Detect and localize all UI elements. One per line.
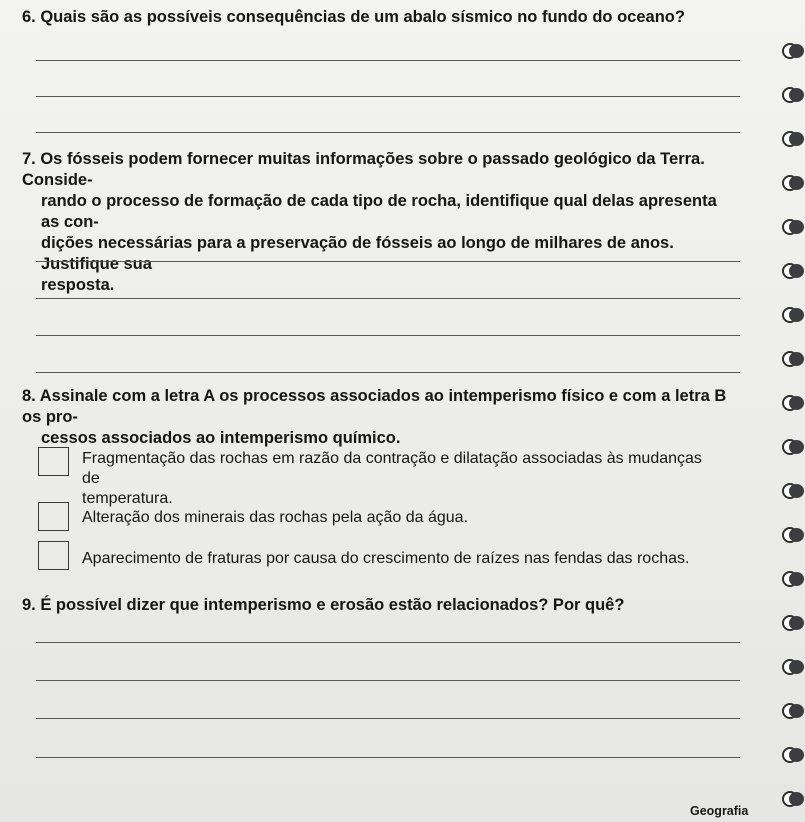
spiral-ring [780,348,805,370]
option-2-text: Alteração dos minerais das rochas pela ação da água. [82,509,469,526]
spiral-ring [780,656,805,678]
spiral-ring [780,84,805,106]
option-1-text: Fragmentação das rochas em razão da contração e dilatação associadas às mudanças de temperatura. [82,450,702,507]
spiral-ring [780,744,805,766]
letter-a: A [203,387,215,405]
answer-line-q9-3[interactable] [36,718,740,719]
question-8-line-1: 8. Assinale com a letra A os processos associados ao intemperismo físico e com a letra B os pro- [22,387,727,426]
question-7-line-2: rando o processo de formação de cada tipo de rocha, identifique qual delas apresenta as con- [41,192,717,231]
option-3-checkbox[interactable] [38,541,69,570]
answer-line-q7-4[interactable] [36,372,740,373]
question-9: 9. É possível dizer que intemperismo e erosão estão relacionados? Por quê? [22,596,625,614]
spiral-ring [780,216,805,238]
spiral-ring [780,436,805,458]
answer-line-q7-1[interactable] [36,261,740,262]
spiral-ring [780,172,805,194]
answer-line-q6-3[interactable] [36,132,740,133]
question-6: 6. Quais são as possíveis consequências de um abalo sísmico no fundo do oceano? [22,8,685,26]
answer-line-q9-1[interactable] [36,642,740,643]
spiral-ring [780,568,805,590]
question-7-line-3: dições necessárias para a preservação de fósseis ao longo de milhares de anos. Justifique sua [41,234,674,273]
spiral-ring [780,392,805,414]
spiral-ring [780,524,805,546]
option-2-checkbox[interactable] [38,502,69,531]
answer-line-q6-1[interactable] [36,60,740,61]
answer-line-q9-2[interactable] [36,680,740,681]
answer-line-q7-3[interactable] [36,335,740,336]
spiral-ring [780,304,805,326]
question-7-line-4: resposta. [41,276,115,294]
answer-line-q7-2[interactable] [36,298,740,299]
spiral-ring [780,40,805,62]
spiral-binding [770,0,805,822]
footer-subject: Geografia [690,804,749,818]
letter-b: B [714,387,727,405]
spiral-ring [780,260,805,282]
spiral-ring [780,480,805,502]
spiral-ring [780,128,805,150]
option-1-checkbox[interactable] [38,447,69,476]
answer-line-q9-4[interactable] [36,757,740,758]
answer-line-q6-2[interactable] [36,96,740,97]
question-7 [22,149,734,296]
option-3-text: Aparecimento de fraturas por causa do crescimento de raízes nas fendas das rochas. [82,550,690,567]
question-8-line-2: cessos associados ao intemperismo químico. [41,429,401,447]
question-7-line-1: 7. Os fósseis podem fornecer muitas informações sobre o passado geológico da Terra. Conside- [22,150,705,189]
spiral-ring [780,700,805,722]
question-8 [22,386,734,449]
spiral-ring [780,612,805,634]
spiral-ring [780,788,805,810]
